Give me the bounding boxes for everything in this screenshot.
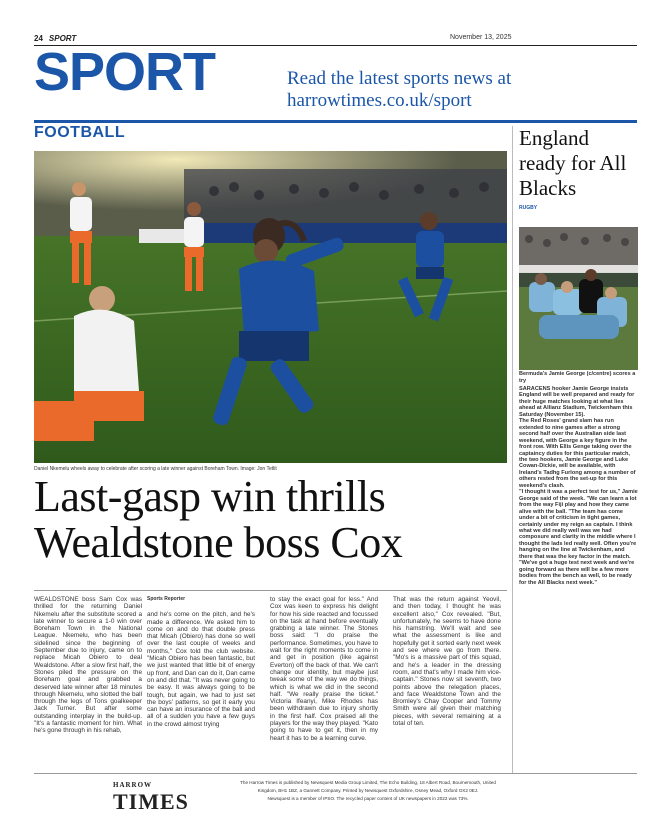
side-paragraph-3: "I thought it was a perfect test for us," Jamie George said of the week. "We can learn a lot from the way Fiji play and how they came alive with the ball. "The team has come under a bit of criticism in tight games, certainly under my reign as captain. I think what we did really well was we had composure and clarity in the middle where I thought the lads led really well. Often you're hanging on the line at Twickenham, and there that was the key factor in the match. "We've got a huge test next week and we're going forward as there will be a few more bodies from the bench as well, to be ready for the All Blacks next week.": [519, 489, 638, 586]
footer-masthead: TIMES: [113, 789, 189, 814]
promo-line-1: Read the latest sports news at: [287, 68, 512, 89]
footer-masthead-small: HARROW: [113, 781, 153, 789]
match-photo: [34, 151, 507, 463]
section-masthead: SPORT: [34, 42, 216, 102]
side-story-body: [519, 386, 638, 586]
story-column-4: [393, 596, 501, 727]
folio-section: SPORT: [48, 34, 77, 43]
story-text-3: to stay the exact goal for less." And Cox was keen to express his delight for how his side reacted and focussed on the task at hand before eventually grabbing a late winner. The Stones boss said: "I do praise the performance. Sometimes, you have to wait for the right moments to come in and get in position (like against Everton) off the back of that. We can't change our identity, but maybe just tweak some of the way we do things, which is what we did in the second half. "We really praise the ticket." Victoria Ifeanyi, Mike Rhodes has been withdrawn due to injury shortly in the first half. Cox praised all the players for the way they played. "Kato going to have to get it, then in my heart it has to be a learning curve.: [270, 596, 378, 742]
issue-date: November 13, 2025: [450, 34, 512, 41]
column-divider: [512, 126, 513, 773]
story-column-2: [147, 596, 255, 728]
byline: Sports Reporter: [147, 596, 186, 602]
section-label: FOOTBALL: [34, 124, 126, 141]
promo-text: [287, 68, 511, 112]
story-text-2: and he's come on the pitch, and he's made a difference. We asked him to come on and do that double press that Micah (Obiero) has done so well over the last couple of weeks and months," Cox told the club website. "Micah Obiero has been fantastic, but we just wanted that little bit of energy up front, and Dan can do it, Dan came on and did that. "It was never going to be easy. It was always going to be tough, but again, we had to just set the boys' patterns, so get it early you can have an insurance of the ball and all of a sudden you have a few guys in the crowd almost trying: [147, 611, 255, 728]
footer-rule: [34, 773, 637, 774]
story-column-3: [270, 596, 378, 742]
body-rule: [34, 590, 507, 591]
main-headline: Last-gasp win thrills Wealdstone boss Cox: [34, 472, 403, 567]
promo-url-link[interactable]: harrowtimes.co.uk/sport: [287, 90, 472, 111]
page-number: 24: [34, 34, 43, 43]
side-kicker: RUGBY: [519, 205, 538, 211]
rugby-photo: [519, 227, 638, 370]
story-text-4: That was the return against Yeovil, and then today, I thought he was excellent also," Cox revealed. "But, unfortunately, he seems to have done his hamstring. We'll wait and see what the assessment is like and hopefully get it sorted early next week and see where we go from there. "Mo's is a massive part of this squad, and he's a leader in the dressing room, and that's why I made him vice-captain." Stones now sit seventh, two points above the relegation places, and face Wealdstone Town and the Bromley's Chay Cooper and Tommy Smith were all given their matching pieces, with several remaining at a total of ten.: [393, 596, 501, 728]
side-headline: England ready for All Blacks: [519, 126, 627, 200]
side-photo-caption: Bermuda's Jamie George (c/centre) scores a try: [519, 371, 636, 384]
imprint-line-1: The Harrow Times is published by Newsquest Media Group Limited, The Echo Building, 18 Albert Road, Bournemouth, United: [240, 780, 496, 785]
photo-caption: Daniel Nkemelu wheels away to celebrate after scoring a late winner against Boreham Town. Image: Jon Tetlit: [34, 466, 277, 472]
story-text-1: WEALDSTONE boss Sam Cox was thrilled for the returning Daniel Nkemelu after the substitute scored a late winner to secure a 1-0 win over Boreham Town in the National League. Nkemelu, who has been sidelined since the beginning of September due to injury, came on to replace Micah Obiero to deal Wealdstone. After a slow first half, the Stones piled the pressure on the Boreham goal and grabbed a deserved late winner after 18 minutes through Nkemelu, who slotted the ball through the legs of Tons goalkeeper Jack Turner. But after some outstanding interplay in the build-up. "It's a fantastic moment for him. What he's gone through in his rehab,: [34, 596, 142, 735]
story-column-1: [34, 596, 142, 735]
footer-imprint: [218, 779, 518, 803]
imprint-line-3: Newsquest is a member of IPSO. The recycled paper content of UK newspapers in 2022 was 73%.: [267, 796, 469, 801]
header-blue-rule: [34, 120, 637, 123]
side-paragraph-1: SARACENS hooker Jamie George insists England will be well prepared and ready for their huge matches looking at what lies ahead at Allianz Stadium, Twickenham this Saturday (November 15).: [519, 386, 635, 418]
side-paragraph-2: The Red Roses' grand slam has run extended to nine games after a strong second half over the Australian side last weekend, with George a key figure in the front row. With Ellis Genge taking over the captaincy duties for this particular match, the two hookers, Jamie George and Luke Cowan-Dickie, will be available, with Ireland's Tadhg Furlong among a number of others rested from the set-up for this weekend's clash.: [519, 418, 636, 489]
imprint-line-2: Kingdom, BH1 1BZ, a Gannett Company. Printed by Newsquest Oxfordshire, Osney Mead, Oxford OX2 0EJ.: [257, 788, 479, 793]
